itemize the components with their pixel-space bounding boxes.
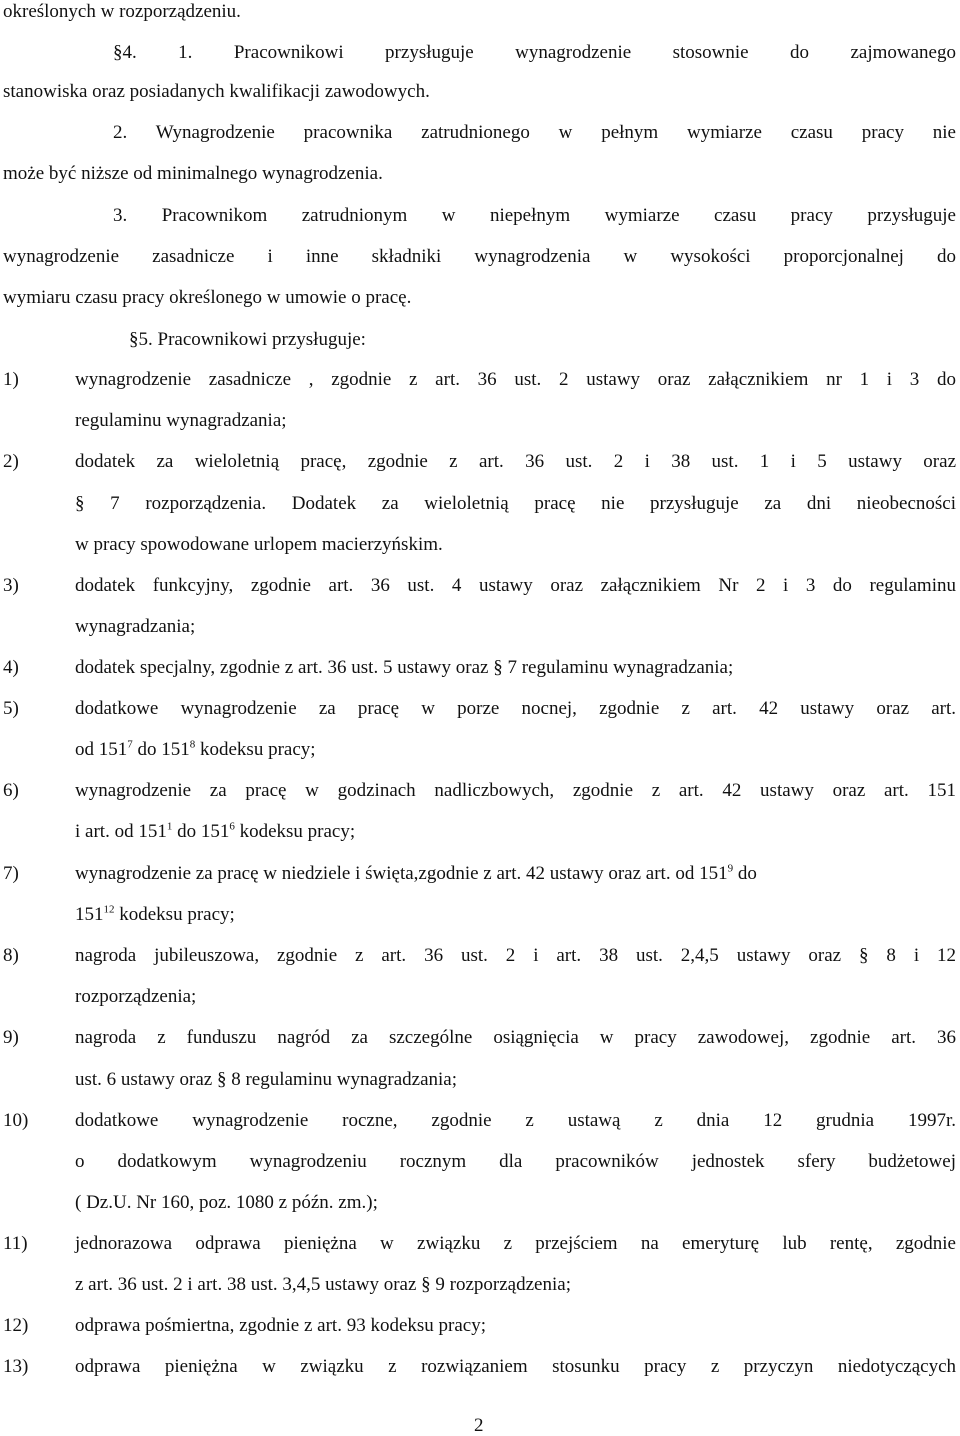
superscript: 12 [103,903,115,916]
item-number: 7) [3,863,19,884]
item-text: wynagrodzenie zasadnicze , zgodnie z art. 36 ust. 2 ustawy oraz załącznikiem nr 1 i 3 do [75,369,956,390]
text-line: stanowiska oraz posiadanych kwalifikacji zawodowych. [3,81,430,102]
item-number: 6) [3,780,19,801]
superscript: 8 [189,738,196,751]
item-text: do [733,863,757,884]
item-text: z art. 36 ust. 2 i art. 38 ust. 3,4,5 ustawy oraz § 9 rozporządzenia; [75,1274,571,1295]
item-text: kodeksu pracy; [234,821,356,842]
item-text: dodatek funkcyjny, zgodnie art. 36 ust. 4 ustawy oraz załącznikiem Nr 2 i 3 do regulaminu [75,575,956,596]
item-text-line [75,864,757,883]
item-text: nagroda z funduszu nagród za szczególne osiągnięcia w pracy zawodowej, zgodnie art. 36 [75,1027,956,1048]
item-number: 3) [3,575,19,596]
item-text: wynagrodzenie za pracę w godzinach nadliczbowych, zgodnie z art. 42 ustawy oraz art. 151 [75,780,956,801]
paragraph-4-3: 3. Pracownikom zatrudnionym w niepełnym wymiarze czasu pracy przysługuje [113,205,956,226]
text-line: określonych w rozporządzeniu. [3,1,241,22]
item-text: ust. 6 ustawy oraz § 8 regulaminu wynagradzania; [75,1069,457,1090]
item-text: nagroda jubileuszowa, zgodnie z art. 36 ust. 2 i art. 38 ust. 2,4,5 ustawy oraz § 8 i 12 [75,945,956,966]
item-text: dodatek specjalny, zgodnie z art. 36 ust. 5 ustawy oraz § 7 regulaminu wynagradzania; [75,657,734,678]
item-text: dodatkowe wynagrodzenie za pracę w porze nocnej, zgodnie z art. 42 ustawy oraz art. [75,698,956,719]
item-text: wynagradzania; [75,616,196,637]
item-text: rozporządzenia; [75,986,197,1007]
item-text: kodeksu pracy; [114,904,235,925]
item-text: wynagrodzenie za pracę w niedziele i święta,zgodnie z art. 42 ustawy oraz art. od 151 [75,863,728,884]
item-number: 12) [3,1315,29,1336]
item-text: ( Dz.U. Nr 160, poz. 1080 z późn. zm.); [75,1192,378,1213]
item-number: 13) [3,1356,29,1377]
item-text: dodatkowe wynagrodzenie roczne, zgodnie z ustawą z dnia 12 grudnia 1997r. [75,1110,956,1131]
item-text-line [75,905,235,924]
text-line: może być niższe od minimalnego wynagrodzenia. [3,163,383,184]
item-number: 4) [3,657,19,678]
text-line: wymiaru czasu pracy określonego w umowie o pracę. [3,287,412,308]
item-text-line [75,740,316,759]
item-number: 2) [3,451,19,472]
item-text: regulaminu wynagradzania; [75,410,287,431]
item-number: 9) [3,1027,19,1048]
item-text: do 151 [132,739,190,760]
item-text-line [75,822,355,841]
item-text: dodatek za wieloletnią pracę, zgodnie z art. 36 ust. 2 i 38 ust. 1 i 5 ustawy oraz [75,451,956,472]
item-number: 5) [3,698,19,719]
item-text: kodeksu pracy; [195,739,316,760]
paragraph-4-2: 2. Wynagrodzenie pracownika zatrudnionego w pełnym wymiarze czasu pracy nie [113,122,956,143]
item-number: 10) [3,1110,29,1131]
item-text: i art. od 151 [75,821,167,842]
item-number: 8) [3,945,19,966]
page-number: 2 [474,1415,484,1436]
item-text: do 151 [172,821,230,842]
superscript: 7 [127,738,133,751]
item-text: odprawa pieniężna w związku z rozwiązaniem stosunku pracy z przyczyn niedotyczących [75,1356,956,1377]
superscript: 9 [727,862,734,875]
item-number: 11) [3,1233,28,1254]
item-number: 1) [3,369,19,390]
item-text: o dodatkowym wynagrodzeniu rocznym dla pracowników jednostek sfery budżetowej [75,1151,956,1172]
item-text: 151 [75,904,104,925]
item-text: w pracy spowodowane urlopem macierzyńskim. [75,534,443,555]
paragraph-5-heading: §5. Pracownikowi przysługuje: [129,329,366,350]
superscript: 6 [229,820,235,833]
text-line: wynagrodzenie zasadnicze i inne składniki wynagrodzenia w wysokości proporcjonalnej do [3,246,956,267]
superscript: 1 [166,820,173,833]
item-text: jednorazowa odprawa pieniężna w związku z przejściem na emeryturę lub rentę, zgodnie [75,1233,956,1254]
paragraph-4-1: §4. 1. Pracownikowi przysługuje wynagrodzenie stosownie do zajmowanego [113,42,956,63]
item-text: od 151 [75,739,128,760]
item-text: odprawa pośmiertna, zgodnie z art. 93 kodeksu pracy; [75,1315,487,1336]
item-text: § 7 rozporządzenia. Dodatek za wieloletnią pracę nie przysługuje za dni nieobecności [75,493,956,514]
